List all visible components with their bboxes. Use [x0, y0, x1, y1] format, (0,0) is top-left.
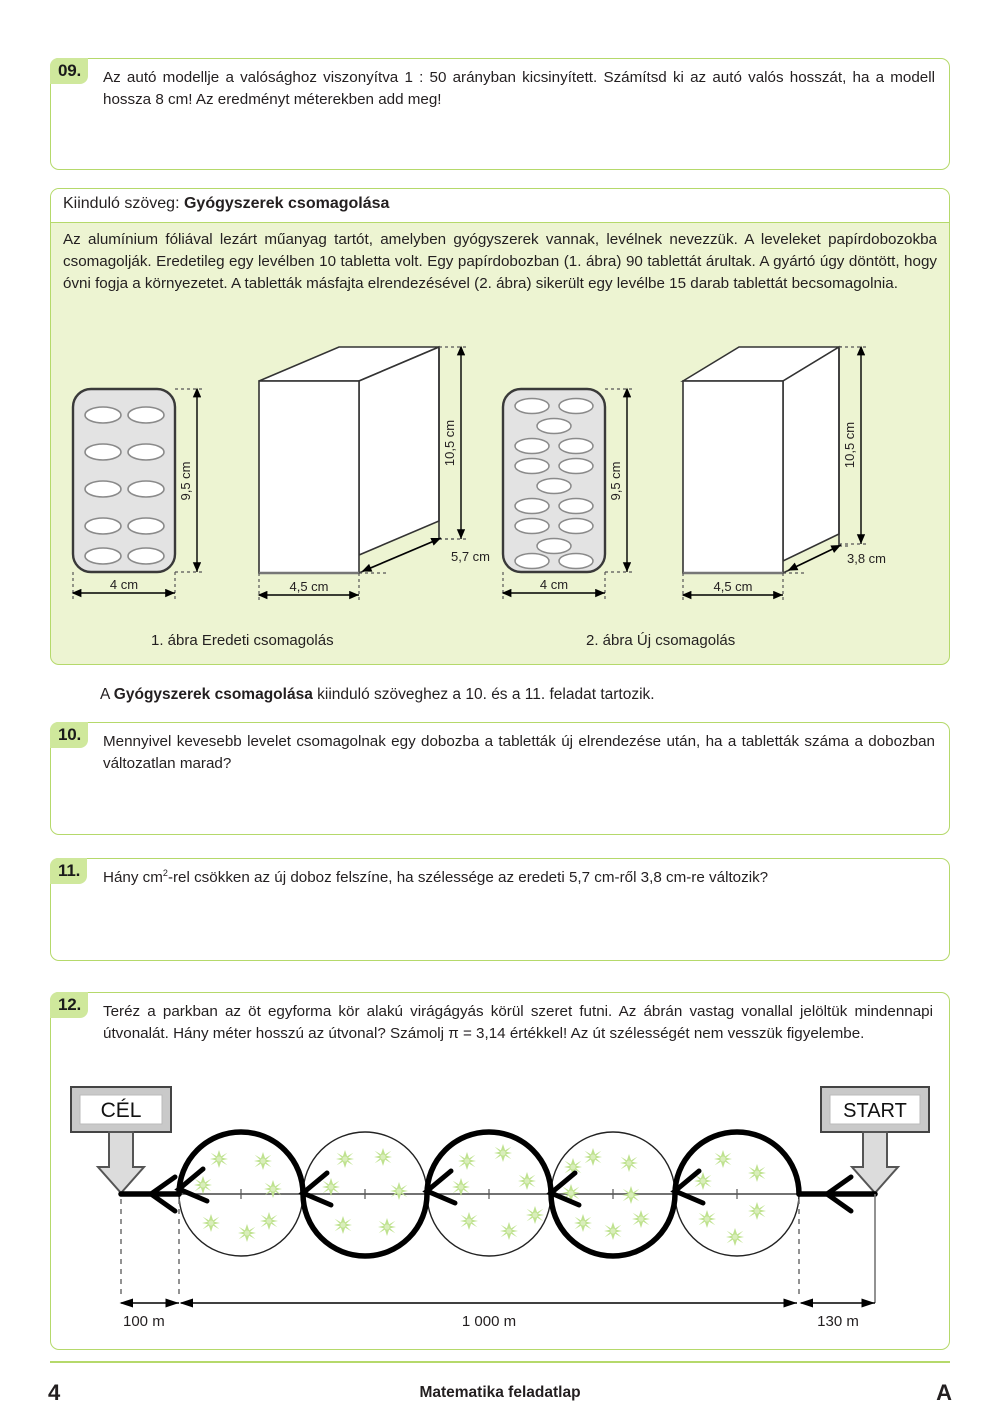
figure-2-blister — [503, 389, 605, 572]
figure-1-blister-width-dim — [73, 572, 175, 599]
figure-1-box-height-label: 10,5 cm — [442, 419, 457, 467]
note-prefix: A — [100, 686, 114, 703]
figure-1-blister-height-dim — [175, 389, 203, 572]
figure-2-box — [683, 347, 839, 573]
task-11-text-after: -rel csökken az új doboz felszíne, ha szélessége az eredeti 5,7 cm-ről 3,8 cm-re változik? — [167, 869, 769, 887]
figures-svg — [51, 339, 950, 639]
figure-2-box-height-dim — [839, 347, 867, 544]
start-sign — [821, 1087, 929, 1193]
footer-title: Matematika feladatlap — [419, 1384, 581, 1401]
task-box-11 — [50, 858, 950, 961]
figure-1-box-height-dim — [439, 347, 467, 539]
task-box-09 — [50, 58, 950, 170]
task-box-12 — [50, 992, 950, 1350]
task-number-badge-10: 10. — [50, 722, 88, 748]
direction-arrows — [151, 1169, 851, 1211]
figure-2-new-packaging — [503, 347, 886, 601]
task-box-10 — [50, 722, 950, 835]
figure-2-blister-width-dim — [503, 572, 605, 599]
note-suffix: kiinduló szöveghez a 10. és a 11. feladat tartozik. — [312, 686, 655, 703]
distance-label-1000m: 1 000 m — [461, 1313, 517, 1330]
source-text-title: Gyógyszerek csomagolása — [183, 195, 390, 212]
task-text-10: Mennyivel kevesebb levelet csomagolnak egy dobozba a tabletták új elrendezése után, ha a tabletták száma a dobozban változatlan marad? — [103, 733, 935, 772]
figure-1-original-packaging — [73, 347, 490, 601]
footer-divider — [50, 1361, 950, 1363]
figure-2-blister-height-dim — [605, 389, 633, 572]
source-text-header — [51, 189, 949, 223]
source-text-box — [50, 188, 950, 665]
figure-2-box-width-label: 4,5 cm — [713, 579, 753, 594]
figure-2-blister-width-label: 4 cm — [539, 577, 569, 592]
running-path-diagram — [51, 1081, 949, 1349]
page-footer — [0, 1380, 1000, 1410]
source-text-label: Kiinduló szöveg: — [63, 195, 180, 212]
task-text-09: Az autó modellje a valósághoz viszonyítva 1 : 50 arányban kicsinyített. Számítsd ki az autó valós hosszát, ha a modell hossza 8 cm! Az eredményt méterekben add meg! — [103, 69, 935, 108]
source-reference-note — [100, 686, 655, 704]
start-sign-label: START — [843, 1100, 907, 1122]
goal-sign-label: CÉL — [100, 1099, 142, 1122]
running-path-svg — [51, 1081, 949, 1349]
figure-1-blister-width-label: 4 cm — [109, 577, 139, 592]
start-arrow-down-icon — [852, 1132, 898, 1193]
distance-measurements — [121, 1303, 875, 1330]
figure-1-blister-height-label: 9,5 cm — [178, 461, 193, 501]
note-bold-title: Gyógyszerek csomagolása — [113, 686, 313, 703]
task-number-badge-09: 09. — [50, 58, 88, 84]
task-number-badge-12: 12. — [50, 992, 88, 1018]
distance-label-130m: 130 m — [817, 1313, 859, 1330]
figure-1-blister — [73, 389, 175, 572]
task-number-badge-11: 11. — [50, 858, 87, 884]
task-11-superscript: 2 — [162, 868, 168, 878]
task-text-11 — [103, 867, 935, 889]
figure-1-box-depth-label: 5,7 cm — [451, 549, 491, 564]
figure-2-box-height-label: 10,5 cm — [842, 421, 857, 469]
task-text-12: Teréz a parkban az öt egyforma kör alakú virágágyás körül szeret futni. Az ábrán vastag vonallal jelöltük mindennapi útvonalát. Hány méter hosszú az útvonal? Számolj π = 3,14 értékkel! Az út szélességét nem vesszük figyelembe. — [103, 1003, 933, 1042]
figure-2-blister-height-label: 9,5 cm — [608, 461, 623, 501]
packaging-figures — [51, 339, 949, 639]
footer-version: A — [936, 1380, 952, 1405]
distance-label-100m: 100 m — [123, 1313, 165, 1330]
figure-2-caption: 2. ábra Új csomagolás — [586, 632, 736, 649]
task-11-text-before: Hány cm — [103, 869, 163, 887]
figure-2-box-depth-label: 3,8 cm — [847, 551, 887, 566]
figure-1-caption: 1. ábra Eredeti csomagolás — [151, 632, 334, 649]
figure-1-box — [259, 347, 439, 573]
goal-arrow-down-icon — [98, 1132, 144, 1193]
footer-page-number: 4 — [48, 1380, 61, 1405]
figure-1-box-width-dim — [259, 573, 359, 601]
figure-2-box-width-dim — [683, 573, 783, 601]
source-text-paragraph: Az alumínium fóliával lezárt műanyag tartót, amelyben gyógyszerek vannak, levélnek nevezzük. A leveleket papírdobozokba csomagolják. Eredetileg egy levélben 10 tabletta volt. Egy papírdobozban (1. ábra) 90 tablettát árultak. A gyártó úgy döntött, hogy óvni fogja a környezetet. A tabletták másfajta elrendezésével (2. ábra) sikerült egy levélbe 15 darab tablettát becsomagolnia. — [63, 231, 937, 293]
figure-1-box-width-label: 4,5 cm — [289, 579, 329, 594]
goal-sign-cel — [71, 1087, 171, 1193]
